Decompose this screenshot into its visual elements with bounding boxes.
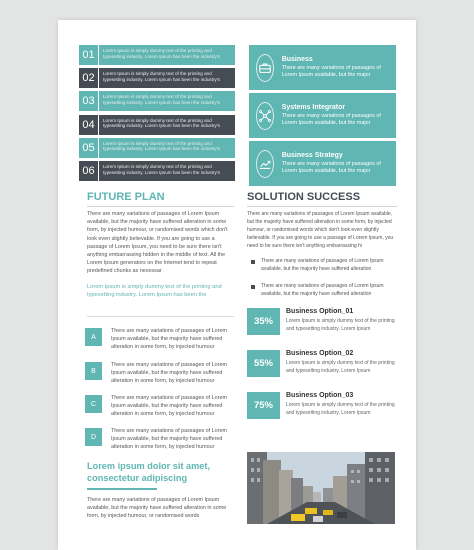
future-plan-paragraph: There are many variations of passages of Lorem Ipsum available, but the majority have suffered alteration in some form, by injected humour, or randomised words which don't look even slightly believable. If you are going to use a passage of Lorem Ipsum, you need to be sure there isn't anything embarrassing hidden in the middle of text. All the Lorem Ipsum generators on the Internet tend to repeat predefined chunks as necessar (87, 211, 228, 275)
lorem-heading: Lorem ipsum dolor sit amet, consectetur adipiscing (87, 461, 211, 483)
option-title: Business Option_03 (286, 392, 354, 399)
lettered-item-text: There are many variations of passages of Lorem Ipsum available, but the majority have suffered alteration in some form, by injected humour (111, 362, 227, 384)
letter-badge: B (85, 362, 102, 380)
lettered-item-text: There are many variations of passages of Lorem Ipsum available, but the majority have suffered alteration in some form, by injected humour (111, 328, 227, 350)
service-body: There are many variations of passages of Lorem Ipsum available, but the major (281, 161, 381, 174)
option-text: Lorem Ipsum is simply dummy text of the printing and typesetting industry. Lorem Ipsum (286, 402, 395, 416)
bullet-item (247, 258, 397, 274)
option-text: Lorem Ipsum is simply dummy text of the printing and typesetting industry. Lorem Ipsum (286, 318, 395, 332)
lettered-item (85, 428, 235, 451)
service-title: Business Strategy (281, 152, 343, 160)
lorem-paragraph: There are many variations of passages of Lorem Ipsum available, but the majority have suffered alteration in some form, by injected humour, or randomised words (87, 497, 227, 519)
percent-badge: 55% (247, 350, 280, 377)
growth-chart-icon (256, 150, 274, 178)
lettered-item-text: There are many variations of passages of Lorem Ipsum available, but the majority have suffered alteration in some form, by injected humour (111, 395, 227, 417)
numbered-item-text: Lorem Ipsum is simply dummy text of the printing and typesetting industry. Lorem Ipsum has been the industry's (99, 138, 235, 158)
service-card (249, 141, 396, 186)
numbered-item-text: Lorem Ipsum is simply dummy text of the printing and typesetting industry. Lorem Ipsum has been the industry's (99, 45, 235, 65)
bullet-square-icon (251, 260, 255, 264)
business-option (247, 392, 399, 419)
numbered-item-text: Lorem Ipsum is simply dummy text of the printing and typesetting industry. Lorem Ipsum has been the industry's (99, 68, 235, 88)
bullet-square-icon (251, 285, 255, 289)
service-card (249, 45, 396, 90)
services-list (249, 45, 396, 189)
lettered-item (85, 362, 235, 385)
future-plan-heading: FUTURE PLAN (87, 191, 165, 203)
numbered-item (79, 68, 235, 88)
bullet-text: There are many variations of passages of Lorem Ipsum available, but the majority have suffered alteration (261, 258, 384, 272)
letter-badge: C (85, 395, 102, 413)
percent-badge: 35% (247, 308, 280, 335)
numbered-item-text: Lorem Ipsum is simply dummy text of the printing and typesetting industry. Lorem Ipsum has been the industry's (99, 91, 235, 111)
service-card (249, 93, 396, 138)
lettered-item (85, 395, 235, 418)
letter-badge: A (85, 328, 102, 346)
future-plan-quote: Lorem Ipsum is simply dummy text of the printing and typesetting industry. Lorem Ipsum has been the (87, 284, 222, 299)
option-title: Business Option_02 (286, 350, 354, 357)
letter-badge: D (85, 428, 102, 446)
number-badge: 06 (79, 161, 98, 181)
bullet-text: There are many variations of passages of Lorem Ipsum available, but the majority have suffered alteration (261, 283, 384, 297)
numbered-item (79, 138, 235, 158)
number-badge: 01 (79, 45, 98, 65)
business-option (247, 308, 399, 335)
service-body: There are many variations of passages of Lorem Ipsum available, but the major (281, 113, 381, 126)
bullet-item (247, 283, 397, 299)
number-badge: 03 (79, 91, 98, 111)
percent-badge: 75% (247, 392, 280, 419)
briefcase-icon (256, 54, 274, 82)
lettered-item (85, 328, 235, 351)
business-option (247, 350, 399, 377)
lettered-item-text: There are many variations of passages of Lorem Ipsum available, but the majority have suffered alteration in some form, by injected humour (111, 428, 227, 450)
divider (247, 206, 397, 207)
solution-success-heading: SOLUTION SUCCESS (247, 191, 361, 203)
number-badge: 05 (79, 138, 98, 158)
number-badge: 02 (79, 68, 98, 88)
service-title: Business (281, 56, 313, 64)
network-icon (256, 102, 274, 130)
divider (87, 206, 234, 207)
numbered-item (79, 161, 235, 181)
divider (87, 316, 234, 317)
numbered-item-text: Lorem Ipsum is simply dummy text of the printing and typesetting industry. Lorem Ipsum has been the industry's (99, 115, 235, 135)
brochure-page (58, 20, 416, 550)
solution-success-paragraph: There are many variations of passages of Lorem Ipsum available, but the majority have suffered alteration in some form, by injected humour, or randomised words which don't look even slightly believable. If you are going to use a passage of Lorem Ipsum, you need to be sure there isn't anything embarrassing hi (247, 211, 394, 249)
service-body: There are many variations of passages of Lorem Ipsum available, but the major (281, 65, 381, 78)
numbered-list (79, 45, 235, 184)
accent-underline (87, 488, 157, 490)
numbered-item (79, 91, 235, 111)
option-title: Business Option_01 (286, 308, 354, 315)
option-text: Lorem Ipsum is simply dummy text of the printing and typesetting industry. Lorem Ipsum (286, 360, 395, 374)
city-street-photo (247, 452, 395, 524)
numbered-item-text: Lorem Ipsum is simply dummy text of the printing and typesetting industry. Lorem Ipsum has been the industry's (99, 161, 235, 181)
service-title: Systems Integrator (281, 104, 346, 112)
numbered-item (79, 115, 235, 135)
numbered-item (79, 45, 235, 65)
number-badge: 04 (79, 115, 98, 135)
